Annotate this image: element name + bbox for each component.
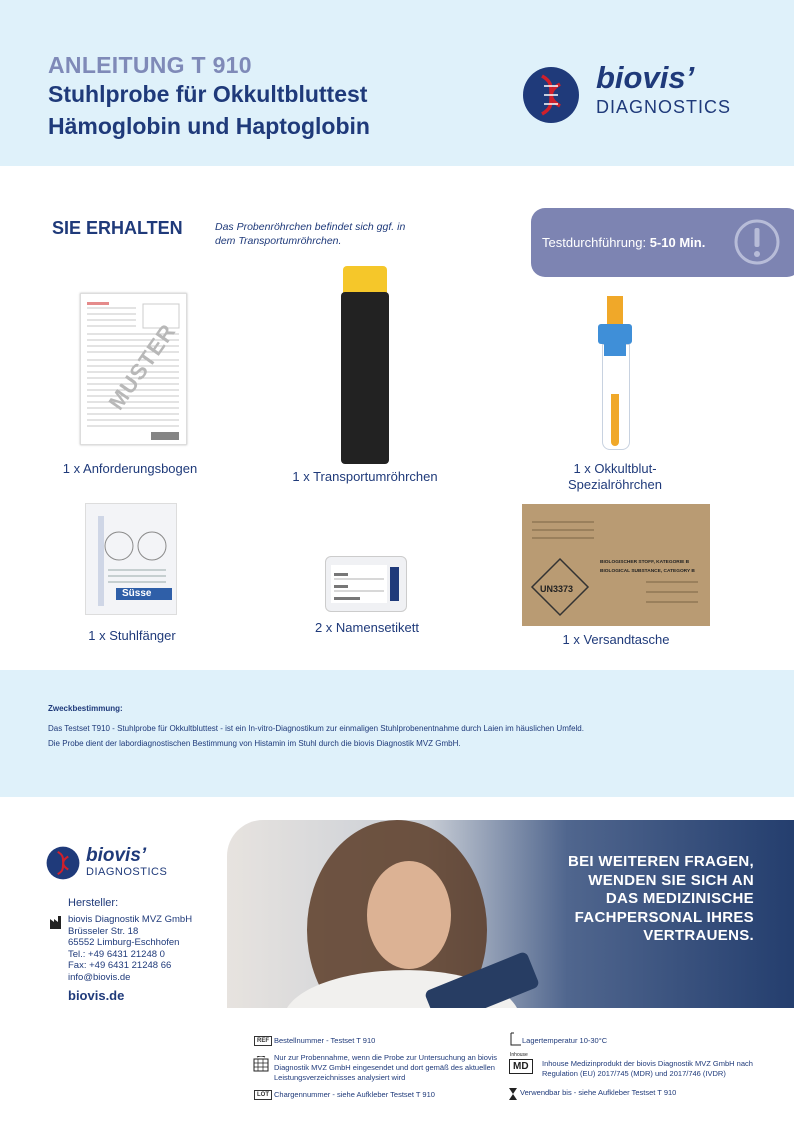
purpose-text bbox=[48, 721, 748, 751]
website-link[interactable]: biovis.de bbox=[68, 988, 125, 1003]
single-use-symbol-label: Nur zur Probennahme, wenn die Probe zur Untersuchung an biovis Diagnostik MVZ GmbH eingesendet und dort gemäß des aktuellen Leistungsverzeichnisses analysiert wird bbox=[274, 1053, 498, 1082]
question-line: FACHPERSONAL IHRES bbox=[574, 908, 754, 926]
instruction-code: ANLEITUNG T 910 bbox=[48, 52, 252, 78]
page-subtitle: Hämoglobin und Haptoglobin bbox=[48, 113, 370, 139]
logo-wordmark: biovis’ bbox=[596, 60, 695, 95]
address-line: info@biovis.de bbox=[68, 971, 131, 983]
question-line: BEI WEITEREN FRAGEN, bbox=[567, 853, 754, 870]
ref-symbol-label: Bestellnummer - Testset T 910 bbox=[274, 1036, 376, 1045]
envelope-un-label: UN3373 bbox=[540, 584, 574, 594]
temperature-symbol-icon bbox=[509, 1031, 523, 1047]
address-line: Fax: +49 6431 21248 66 bbox=[68, 960, 172, 971]
tube-handle bbox=[607, 296, 623, 326]
envelope-text-en: BIOLOGICAL SUBSTANCE, CATEGORY B bbox=[600, 569, 695, 574]
biovis-logo-small-icon bbox=[46, 846, 80, 880]
tube-body bbox=[341, 292, 389, 464]
logo-subtitle: DIAGNOSTICS bbox=[596, 97, 732, 117]
address-line: Tel.: +49 6431 21248 0 bbox=[68, 948, 165, 960]
request-form-image bbox=[80, 293, 187, 445]
page-title: Stuhlprobe für Okkultbluttest bbox=[48, 81, 368, 107]
catcher-brand: Süsse bbox=[122, 588, 152, 599]
manufacturer-factory-icon bbox=[49, 915, 64, 930]
warning-icon bbox=[734, 219, 780, 265]
tube-collar bbox=[604, 344, 626, 356]
envelope-text-de: BIOLOGISCHER STOFF, KATEGORIE B bbox=[600, 560, 690, 565]
item-caption-transport-tube: 1 x Transportumröhrchen bbox=[292, 469, 438, 484]
contents-note: Das Probenröhrchen befindet sich ggf. in dem Transportumröhrchen. bbox=[215, 221, 406, 247]
stool-catcher-image bbox=[85, 503, 177, 615]
ref-symbol-icon: REF bbox=[254, 1036, 272, 1046]
transport-tube-image bbox=[341, 266, 389, 464]
footer-logo-subtitle: DIAGNOSTICS bbox=[86, 866, 168, 878]
question-line: WENDEN SIE SICH AN bbox=[588, 871, 754, 889]
duration-text bbox=[542, 235, 705, 250]
biovis-logo-icon bbox=[522, 66, 580, 124]
envelope-text bbox=[600, 558, 695, 576]
purpose-line-1: Das Testset T910 - Stuhlprobe für Okkultbluttest - ist ein In-vitro-Diagnostikum zur einmaligen Stuhlprobenentnahme durch Laien im häuslichen Umfeld. bbox=[48, 724, 584, 733]
item-caption-stool-catcher: 1 x Stuhlfänger bbox=[88, 628, 176, 643]
tube-liquid bbox=[611, 394, 619, 446]
manufacturer-title: Hersteller: bbox=[68, 897, 119, 909]
contact-question bbox=[568, 853, 754, 946]
contents-heading: SIE ERHALTEN bbox=[52, 218, 183, 238]
address-line: biovis Diagnostik MVZ GmbH bbox=[68, 914, 193, 925]
md-symbol-top: Inhouse bbox=[510, 1052, 528, 1058]
footer-logo-wordmark: biovis’ bbox=[86, 845, 147, 866]
item-caption-name-label: 2 x Namensetikett bbox=[314, 620, 420, 635]
md-symbol-label: Inhouse Medizinprodukt der biovis Diagnostik MVZ GmbH nach Regulation (EU) 2017/745 (MDR) und 2017/746 (IVDR) bbox=[542, 1059, 753, 1078]
temperature-symbol-label: Lagertemperatur 10-30°C bbox=[522, 1036, 608, 1045]
duration-value: 5-10 Min. bbox=[649, 235, 706, 250]
tube-blue-cap bbox=[598, 324, 632, 344]
item-caption-envelope: 1 x Versandtasche bbox=[562, 632, 670, 647]
lot-symbol-label: Chargennummer - siehe Aufkleber Testset T 910 bbox=[274, 1090, 435, 1099]
question-line: VERTRAUENS. bbox=[643, 927, 754, 944]
lot-symbol-icon: LOT bbox=[254, 1090, 272, 1100]
manufacturer-address bbox=[68, 914, 192, 983]
expiry-symbol-label: Verwendbar bis - siehe Aufkleber Testset T 910 bbox=[520, 1088, 677, 1097]
occult-tube-image bbox=[598, 296, 632, 456]
purpose-line-2: Die Probe dient der labordiagnostischen Bestimmung von Histamin im Stuhl durch die biovis Diagnostik MVZ GmbH. bbox=[48, 739, 461, 748]
shipping-envelope-image bbox=[522, 504, 710, 626]
address-line: Brüsseler Str. 18 bbox=[68, 925, 139, 937]
question-line: DAS MEDIZINISCHE bbox=[605, 890, 754, 907]
tube-cap bbox=[343, 266, 387, 294]
md-symbol-icon: MD bbox=[509, 1059, 533, 1074]
duration-label: Testdurchführung: bbox=[542, 235, 647, 250]
address-line: 65552 Limburg-Eschhofen bbox=[68, 937, 180, 948]
form-watermark: MUSTER bbox=[103, 319, 181, 415]
item-caption-occult-tube: 1 x Okkultblut- Spezialröhrchen bbox=[568, 461, 662, 492]
hourglass-icon bbox=[508, 1087, 518, 1101]
purpose-title: Zweckbestimmung: bbox=[48, 704, 123, 713]
item-caption-request-form: 1 x Anforderungsbogen bbox=[62, 461, 198, 476]
name-label-image bbox=[325, 556, 407, 612]
single-use-symbol-icon bbox=[253, 1056, 269, 1072]
